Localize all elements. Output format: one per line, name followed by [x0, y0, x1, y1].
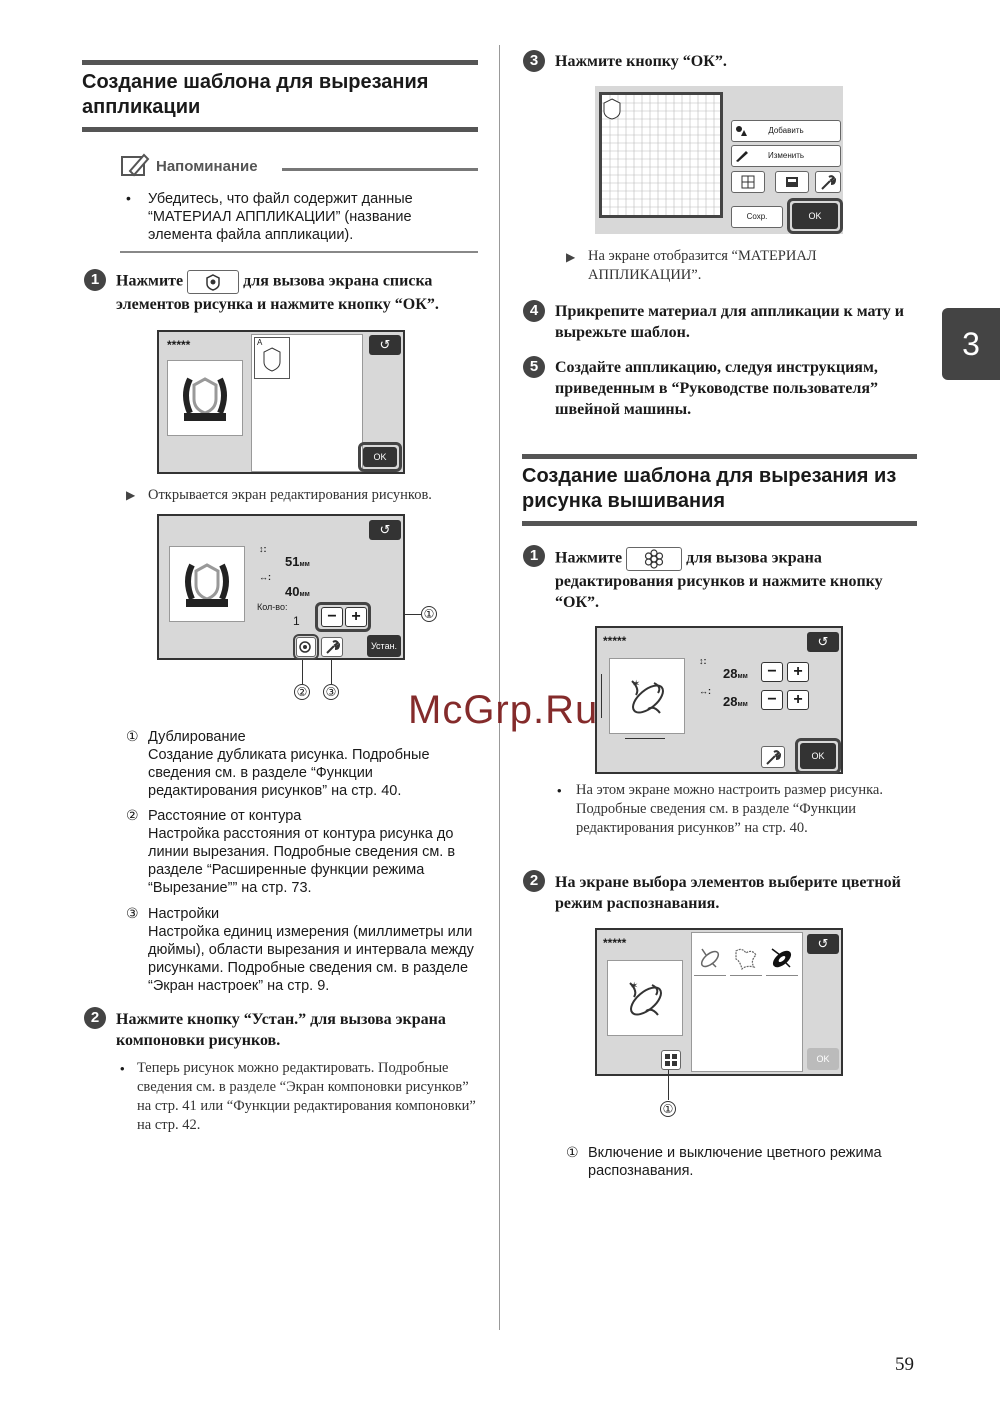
screen5-callout-1: ① [660, 1101, 676, 1117]
screen5-color-mode-button[interactable] [661, 1050, 681, 1070]
screen3-mat [599, 92, 723, 218]
screen5-ok-button[interactable]: OK [807, 1048, 839, 1070]
screen3-edit-button[interactable]: Изменить [731, 145, 841, 167]
section-title-applique: Создание шаблона для вырезания аппликации [82, 71, 429, 118]
s2-step1-text: Нажмите для вызова экрана редактирования рисунков и нажмите кнопку “ОК”. [555, 547, 925, 613]
embroidery-button-icon [626, 547, 682, 571]
screen3-save-button[interactable]: Сохр. [731, 206, 783, 228]
screen4-width-arrow [625, 738, 665, 739]
screen4-height-icon: ↕: [699, 656, 707, 666]
svg-text:✶: ✶ [630, 981, 639, 992]
screen-pattern-list [157, 330, 405, 474]
screen4-stars: ***** [603, 634, 627, 648]
item1-num: ① [126, 728, 139, 744]
screen3-scan-button[interactable] [775, 171, 809, 193]
step3-number: 3 [523, 50, 545, 72]
s2-step1-bullet-dot: • [557, 783, 562, 798]
callout-1: ① [421, 606, 437, 622]
step4-text: Прикрепите материал для аппликации к мату и вырежьте шаблон. [555, 303, 904, 341]
screen5-element-thumb-3[interactable] [766, 935, 798, 976]
memo-bullet-dot: • [126, 190, 131, 206]
step3-result-arrow-icon: ▶ [566, 250, 576, 264]
step1-result: Открывается экран редактирования рисунков. [148, 487, 432, 503]
screen3-edit-icon [735, 149, 749, 161]
callout3-line [331, 660, 332, 684]
screen-element-select [595, 928, 843, 1076]
screen5-callout-line [668, 1070, 669, 1100]
screen2-minus-button[interactable]: − [321, 607, 343, 627]
s2-step1-bullet: На этом экране можно настроить размер рисунка. Подробные сведения см. в разделе “Функции редактирования рисунков” на стр. 40. [576, 782, 883, 836]
screen4-width-minus[interactable]: − [761, 690, 783, 710]
screen-mat-preview [595, 86, 843, 234]
item1-title: Дублирование [148, 729, 246, 745]
screen4-height-plus[interactable]: + [787, 662, 809, 682]
step2-bullet-dot: • [120, 1061, 125, 1076]
screen4-back-button[interactable]: ↺ [807, 632, 839, 652]
screen5-stars: ***** [603, 936, 627, 950]
screen5-back-button[interactable]: ↺ [807, 934, 839, 954]
step1-text: Нажмите для вызова экрана списка элементов рисунка и нажмите кнопку “ОК”. [116, 270, 476, 315]
screen1-element-list [251, 334, 363, 472]
callout1-line [403, 614, 421, 615]
step2-bullet: Теперь рисунок можно редактировать. Подробные сведения см. в разделе “Экран компоновки рисунков” на стр. 41 или “Функции редактирования компоновки” на стр. 42. [137, 1060, 476, 1133]
screen2-width: 40мм [285, 584, 310, 599]
screen2-height-icon: ↕: [259, 544, 267, 554]
step5-number: 5 [523, 356, 545, 378]
callout-2: ② [294, 684, 310, 700]
step1-number: 1 [84, 269, 106, 291]
item2-desc: Настройка расстояния от контура рисунка до линии вырезания. Подробные сведения см. в разделе “Расширенные функции режима “Вырезание”” на стр. 73. [148, 826, 456, 896]
item2-num: ② [126, 807, 139, 823]
item2-title: Расстояние от контура [148, 808, 302, 824]
memo-rule [282, 168, 478, 171]
page-number: 59 [895, 1354, 914, 1375]
screen2-set-button[interactable]: Устан. [367, 635, 401, 657]
screen4-width-icon: ↔: [699, 686, 711, 696]
screen1-ok-button[interactable]: OK [363, 447, 397, 467]
screen5-element-list [691, 932, 803, 1072]
screen-embroidery-edit [595, 626, 843, 774]
screen2-pattern-preview [169, 546, 245, 622]
screen-pattern-edit [157, 514, 405, 660]
screen3-add-button[interactable]: Добавить [731, 120, 841, 142]
section-title-embroidery: Создание шаблона для вырезания из рисунка вышивания [522, 465, 897, 512]
chapter-tab: 3 [942, 308, 1000, 380]
screen1-thumb-label: A [257, 338, 263, 347]
item3-desc: Настройка единиц измерения (миллиметры или дюймы), области вырезания и интервала между рисунками. Подробные сведения см. в разделе “Экран настроек” на стр. 9. [148, 924, 474, 994]
screen3-settings-button[interactable] [815, 171, 841, 193]
screen4-settings-button[interactable] [761, 746, 785, 768]
step2-text: Нажмите кнопку “Устан.” для вызова экрана компоновки рисунков. [116, 1011, 446, 1049]
item1-desc: Создание дубликата рисунка. Подробные сведения см. в разделе “Функции редактирования рисунков” на стр. 40. [148, 747, 430, 799]
applique-button-icon [187, 270, 239, 294]
screen4-ok-button[interactable]: OK [800, 743, 836, 769]
s2-item-text: Включение и выключение цветного режима распознавания. [588, 1145, 882, 1179]
screen3-add-icon [735, 124, 747, 136]
section2-rule-top [522, 454, 917, 459]
screen2-settings-button[interactable] [321, 637, 343, 657]
step2-number: 2 [84, 1007, 106, 1029]
step3-result: На экране отобразится “МАТЕРИАЛ АППЛИКАЦИИ”. [588, 248, 817, 283]
s2-step1-number: 1 [523, 545, 545, 567]
item3-title: Настройки [148, 906, 220, 922]
screen2-plus-button[interactable]: + [345, 607, 367, 627]
screen5-element-thumb-1[interactable] [694, 935, 726, 976]
screen4-height: 28мм [723, 666, 748, 681]
screen2-qty-label: Кол-во: [257, 602, 288, 612]
screen3-layout-button[interactable] [731, 171, 765, 193]
svg-text:✶: ✶ [632, 679, 641, 690]
section-rule-bottom [82, 127, 478, 132]
screen4-width-plus[interactable]: + [787, 690, 809, 710]
s2-step2-number: 2 [523, 870, 545, 892]
screen1-stars: ***** [167, 338, 191, 352]
screen2-width-icon: ↔: [259, 572, 271, 582]
screen4-height-arrow [601, 674, 602, 718]
screen2-qty-value: 1 [293, 614, 300, 628]
item3-num: ③ [126, 905, 139, 921]
screen1-pattern-preview [167, 360, 243, 436]
screen1-element-thumb[interactable] [254, 337, 290, 379]
result-arrow-icon: ▶ [126, 488, 136, 502]
step3-text: Нажмите кнопку “ОК”. [555, 53, 727, 70]
screen4-width: 28мм [723, 694, 748, 709]
screen4-pattern-preview [609, 658, 685, 734]
memo-bullet-text: Убедитесь, что файл содержит данные “МАТЕРИАЛ АППЛИКАЦИИ” (название элемента файла аппликации). [148, 191, 413, 243]
memo-icon [120, 153, 150, 179]
screen4-height-minus[interactable]: − [761, 662, 783, 682]
callout2-line [302, 660, 303, 684]
step4-number: 4 [523, 300, 545, 322]
watermark: McGrp.Ru [408, 688, 599, 732]
callout-3: ③ [323, 684, 339, 700]
screen5-element-thumb-2[interactable] [730, 935, 762, 976]
section2-rule-bottom [522, 521, 917, 526]
memo-label: Напоминание [156, 158, 258, 175]
section-rule-top [82, 60, 478, 65]
screen2-back-button[interactable]: ↺ [369, 520, 401, 540]
screen1-back-button[interactable]: ↺ [369, 335, 401, 355]
step5-text: Создайте аппликацию, следуя инструкциям, приведенным в “Руководстве пользователя” швейной машины. [555, 359, 878, 418]
s2-item-num: ① [566, 1144, 579, 1160]
screen5-pattern-preview [607, 960, 683, 1036]
screen2-duplicate-button[interactable] [296, 637, 316, 657]
screen2-height: 51мм [285, 554, 310, 569]
memo-rule-bottom [120, 251, 478, 253]
s2-step2-text: На экране выбора элементов выберите цветной режим распознавания. [555, 874, 901, 912]
screen3-ok-button[interactable]: OK [792, 203, 838, 229]
